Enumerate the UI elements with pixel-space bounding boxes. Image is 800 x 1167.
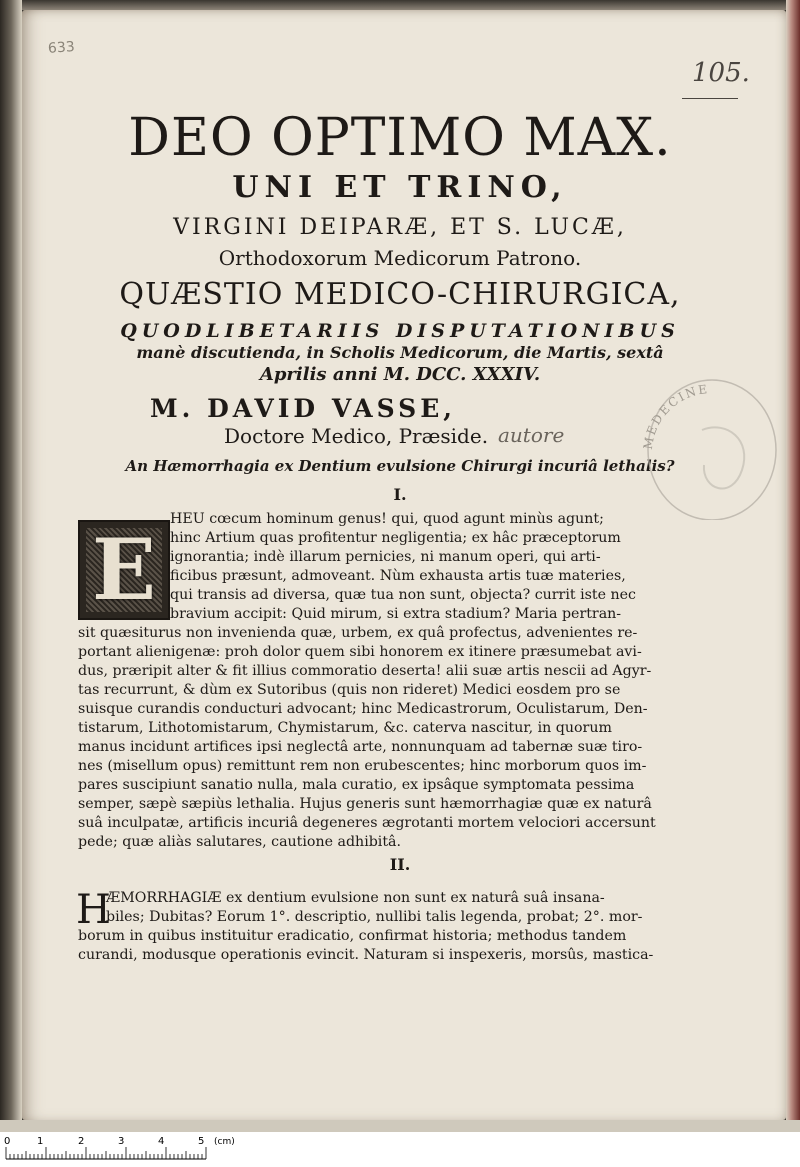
text-line: dus, præripit alter & fit illius commoratio deserta! alii suæ artis nescii ad Agyr-	[78, 663, 652, 679]
dedication-line-4: Orthodoxorum Medicorum Patrono.	[218, 246, 582, 270]
text-line: borum in quibus instituitur eradicatio, confirmat historia; methodus tandem	[78, 928, 627, 944]
author-annotation: autore	[498, 423, 565, 447]
decorative-initial	[78, 520, 170, 620]
text-line: curandi, modusque operationis evincit. Naturam si inspexeris, morsûs, mastica-	[78, 947, 654, 963]
text-line: ignorantia; indè illarum pernicies, ni manum operi, qui arti-	[170, 549, 601, 565]
thesis-question: An Hæmorrhagia ex Dentium evulsione Chirurgi incuriâ lethalis?	[125, 457, 675, 475]
text-line: hinc Artium quas profitentur negligentia; ex hâc præceptorum	[170, 530, 621, 546]
text-line: ÆMORRHAGIÆ ex dentium evulsione non sunt ex naturâ suâ insana-	[106, 890, 605, 906]
text-line: tistarum, Lithotomistarum, Chymistarum, &c. caterva nascitur, in quorum	[78, 720, 612, 736]
folio-underline	[682, 98, 738, 99]
thesis-year-line: Aprilis anni M. DCC. XXXIV.	[259, 364, 541, 385]
thesis-title: QUÆSTIO MEDICO-CHIRURGICA,	[119, 277, 681, 312]
shelf-mark-annotation: 633	[47, 39, 76, 57]
text-line: bravium accipit: Quid mirum, si extra stadium? Maria pertran-	[170, 606, 622, 622]
text-line: qui transis ad diversa, quæ tua non sunt, objecta? currit iste nec	[170, 587, 636, 603]
book-binding	[0, 0, 22, 1120]
text-line: tas recurrunt, & dùm ex Sutoribus (quis non rideret) Medici eosdem pro se	[78, 682, 621, 698]
text-line: sit quæsiturus non invenienda quæ, urbem, ex quâ profectus, advenientes re-	[78, 625, 638, 641]
initial-letter: E	[91, 520, 157, 619]
ruler-unit: (cm)	[214, 1137, 235, 1147]
text-line: portant alienigenæ: proh dolor quem sibi honorem ex itinere præsumebat avi-	[78, 644, 642, 660]
ruler-scale	[0, 1132, 800, 1167]
ruler-label-1: 1	[37, 1136, 44, 1147]
ruler-label-0: 0	[4, 1136, 11, 1147]
dedication-line-2: UNI ET TRINO,	[232, 170, 568, 205]
stamp-text: MEDECINE	[640, 381, 710, 451]
page-bottom-edge	[0, 1120, 800, 1132]
text-line: suâ inculpatæ, artificis incuriâ degeneres ægrotanti mortem velociori accersunt	[78, 815, 656, 831]
text-line: suisque curandis conducturi advocant; hinc Medicastrorum, Oculistarum, Den-	[78, 701, 648, 717]
text-line: nes (misellum opus) remittunt rem non erubescentes; hinc morborum quos im-	[78, 758, 647, 774]
text-line: pares suscipiunt sanatio nulla, mala curatio, ex ipsâque symptomata pessima	[78, 777, 635, 793]
page-right-edge	[786, 0, 800, 1120]
text-line: semper, sæpè sæpiùs lethalia. Hujus generis sunt hæmorrhagiæ quæ ex naturâ	[78, 796, 652, 812]
thesis-subtitle: QUODLIBETARIIS DISPUTATIONIBUS	[120, 320, 680, 342]
text-line: pede; quæ aliàs salutares, cautione adhibitâ.	[78, 834, 402, 850]
folio-annotation: 105.	[692, 58, 750, 88]
text-line: manus incidunt artifices ipsi neglectâ arte, nonnunquam ad tabernæ suæ tiro-	[78, 739, 643, 755]
praeses-title: Doctore Medico, Præside.	[224, 424, 489, 448]
page-top-edge	[0, 0, 800, 10]
ruler-label-4: 4	[158, 1136, 165, 1147]
ruler-label-2: 2	[78, 1136, 85, 1147]
dedication-line-3: VIRGINI DEIPARÆ, ET S. LUCÆ,	[173, 215, 627, 240]
text-line: ficibus præsunt, admoveant. Nùm exhausta artis tuæ materies,	[170, 568, 626, 584]
scale-ruler	[0, 1132, 800, 1167]
praeses-name: M. DAVID VASSE,	[150, 394, 456, 423]
section-number-1: I.	[393, 485, 407, 504]
thesis-date-line: manè discutienda, in Scholis Medicorum, die Martis, sextâ	[136, 343, 664, 362]
ruler-label-5: 5	[198, 1136, 205, 1147]
section-2-initial: H	[76, 887, 111, 933]
section-number-2: II.	[389, 855, 411, 874]
dedication-title: DEO OPTIMO MAX.	[128, 108, 672, 168]
text-line: HEU cœcum hominum genus! qui, quod agunt minùs agunt;	[170, 511, 604, 527]
text-line: biles; Dubitas? Eorum 1°. descriptio, nullibi talis legenda, probat; 2°. mor-	[106, 909, 643, 925]
ruler-label-3: 3	[118, 1136, 125, 1147]
